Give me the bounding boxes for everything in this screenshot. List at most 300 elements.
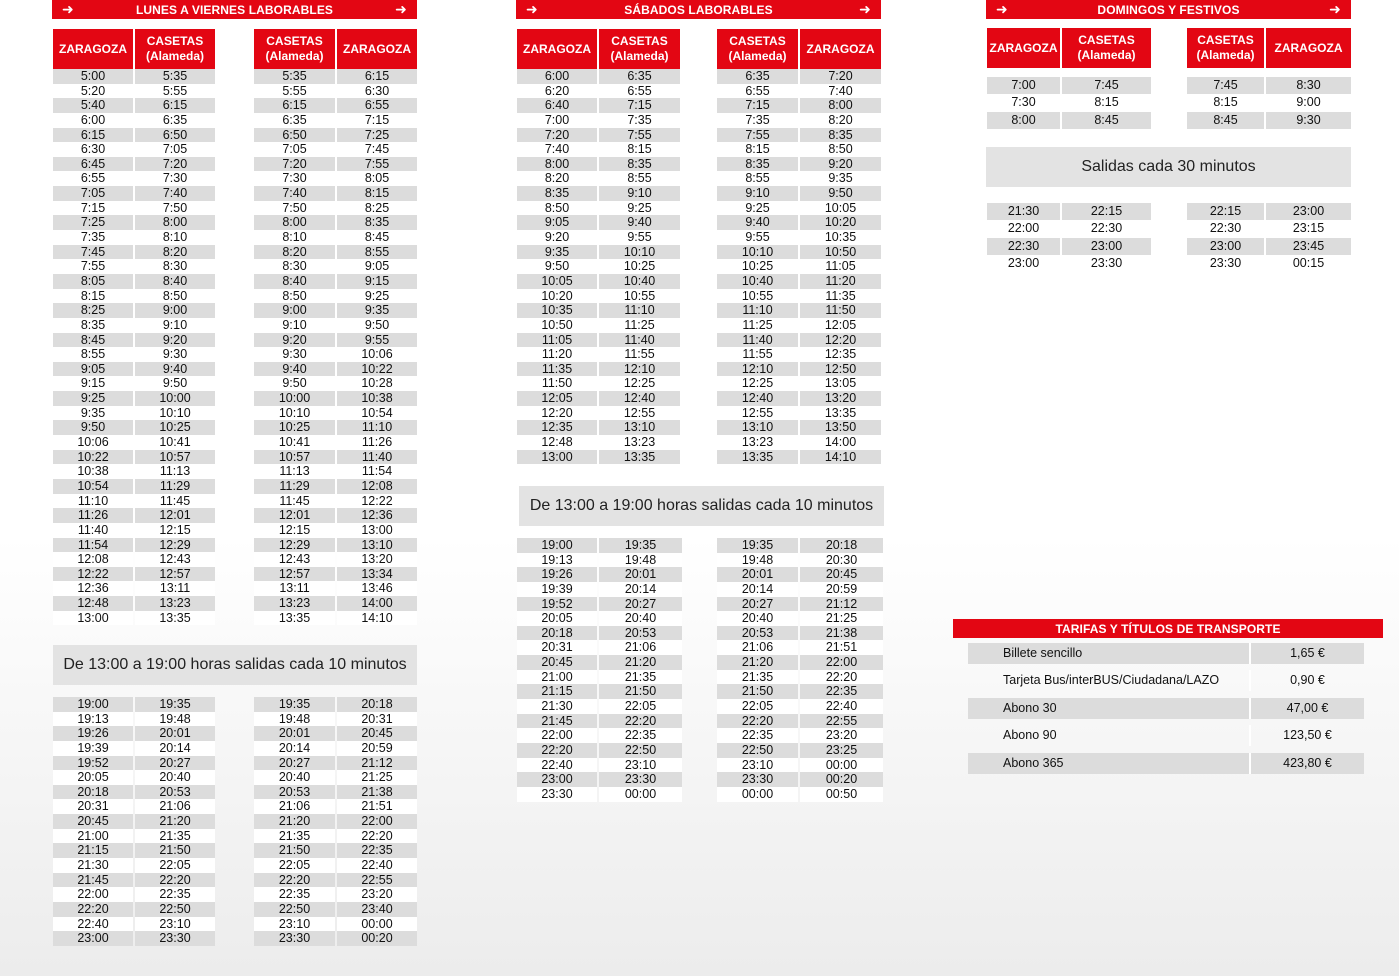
saturday-morning-col4 (800, 69, 881, 464)
time-cell: 5:35 (135, 69, 215, 84)
time-cell: 8:45 (1187, 112, 1264, 129)
time-cell: 23:15 (1266, 220, 1351, 237)
time-cell: 9:05 (517, 215, 597, 230)
time-cell: 11:45 (135, 494, 215, 509)
time-cell: 21:30 (517, 699, 597, 714)
time-cell: 9:15 (337, 274, 417, 289)
time-cell: 5:00 (53, 69, 133, 84)
time-cell: 21:50 (717, 684, 798, 699)
time-cell: 9:00 (254, 303, 335, 318)
time-cell: 12:25 (717, 376, 798, 391)
time-cell: 19:13 (53, 712, 133, 727)
time-cell: 8:10 (135, 230, 215, 245)
time-cell: 19:39 (517, 582, 597, 597)
time-cell: 7:40 (800, 84, 881, 99)
time-cell: 12:15 (135, 523, 215, 538)
weekday-evening-col2 (135, 697, 215, 946)
time-cell: 20:27 (254, 756, 335, 771)
time-cell: 21:06 (599, 640, 682, 655)
weekday-header-casetas-out (254, 29, 335, 69)
time-cell: 8:45 (53, 333, 133, 348)
time-cell: 22:15 (1187, 203, 1264, 220)
time-cell: 8:50 (517, 201, 597, 216)
time-cell: 22:35 (254, 887, 335, 902)
fare-name: Abono 30 (1003, 701, 1057, 715)
time-cell: 13:23 (717, 435, 798, 450)
time-cell: 19:52 (53, 756, 133, 771)
time-cell: 13:00 (337, 523, 417, 538)
time-cell: 7:50 (135, 201, 215, 216)
time-cell: 12:25 (599, 376, 680, 391)
time-cell: 10:10 (717, 245, 798, 260)
time-cell: 21:35 (135, 829, 215, 844)
time-cell: 10:25 (135, 420, 215, 435)
time-cell: 7:35 (53, 230, 133, 245)
fare-name: Abono 90 (1003, 728, 1057, 742)
time-cell: 11:20 (517, 347, 597, 362)
time-cell: 00:20 (337, 931, 417, 946)
saturday-notice (519, 486, 884, 526)
time-cell: 12:01 (135, 508, 215, 523)
time-cell: 6:35 (717, 69, 798, 84)
time-cell: 21:35 (717, 670, 798, 685)
time-cell: 22:00 (517, 728, 597, 743)
time-cell: 8:20 (517, 171, 597, 186)
time-cell: 21:51 (800, 640, 883, 655)
time-cell: 22:20 (135, 873, 215, 888)
time-cell: 8:00 (254, 215, 335, 230)
time-cell: 21:50 (599, 684, 682, 699)
time-cell: 23:20 (337, 887, 417, 902)
header-label: ZARAGOZA (523, 41, 591, 56)
time-cell: 5:55 (254, 84, 335, 99)
time-cell: 11:55 (717, 347, 798, 362)
time-cell: 10:10 (254, 406, 335, 421)
time-cell: 5:40 (53, 98, 133, 113)
time-cell: 10:28 (337, 376, 417, 391)
time-cell: 7:55 (717, 128, 798, 143)
time-cell: 7:20 (800, 69, 881, 84)
time-cell: 21:15 (517, 684, 597, 699)
time-cell: 9:40 (135, 362, 215, 377)
time-cell: 21:51 (337, 799, 417, 814)
time-cell: 22:50 (599, 743, 682, 758)
time-cell: 8:55 (717, 171, 798, 186)
time-cell: 11:25 (717, 318, 798, 333)
saturday-morning-col1 (517, 69, 597, 464)
time-cell: 22:55 (800, 714, 883, 729)
time-cell: 10:40 (717, 274, 798, 289)
time-cell: 00:50 (800, 787, 883, 802)
time-cell: 7:15 (717, 98, 798, 113)
time-cell: 9:25 (337, 289, 417, 304)
time-cell: 22:00 (800, 655, 883, 670)
saturday-morning-col3 (717, 69, 798, 464)
time-cell: 13:50 (800, 420, 881, 435)
time-cell: 12:48 (53, 596, 133, 611)
time-cell: 21:45 (53, 873, 133, 888)
time-cell: 11:13 (135, 464, 215, 479)
time-cell: 21:06 (717, 640, 798, 655)
fare-row (968, 698, 1364, 719)
time-cell: 8:50 (800, 142, 881, 157)
time-cell: 20:53 (254, 785, 335, 800)
saturday-header-casetas-in (599, 29, 680, 69)
time-cell: 8:00 (135, 215, 215, 230)
time-cell: 19:00 (517, 538, 597, 553)
saturday-evening-col1 (517, 538, 597, 802)
time-cell: 19:48 (717, 553, 798, 568)
time-cell: 20:59 (337, 741, 417, 756)
time-cell: 21:12 (337, 756, 417, 771)
time-cell: 20:40 (254, 770, 335, 785)
time-cell: 22:00 (337, 814, 417, 829)
header-label: CASETAS (Alameda) (610, 34, 669, 63)
arrow-right-icon: ➜ (859, 1, 871, 17)
fare-price: 47,00 € (1249, 698, 1364, 719)
time-cell: 6:55 (337, 98, 417, 113)
time-cell: 19:00 (53, 697, 133, 712)
time-cell: 8:55 (337, 245, 417, 260)
time-cell: 20:14 (135, 741, 215, 756)
time-cell: 6:35 (599, 69, 680, 84)
time-cell: 13:10 (337, 538, 417, 553)
time-cell: 20:01 (254, 726, 335, 741)
time-cell: 21:20 (254, 814, 335, 829)
time-cell: 22:30 (987, 238, 1060, 255)
time-cell: 10:05 (517, 274, 597, 289)
time-cell: 20:31 (53, 799, 133, 814)
time-cell: 20:40 (599, 611, 682, 626)
time-cell: 13:35 (254, 611, 335, 626)
time-cell: 10:55 (599, 289, 680, 304)
time-cell: 12:08 (53, 552, 133, 567)
time-cell: 11:05 (517, 333, 597, 348)
time-cell: 10:55 (717, 289, 798, 304)
time-cell: 12:55 (599, 406, 680, 421)
fare-row (968, 643, 1364, 664)
time-cell: 21:20 (717, 655, 798, 670)
time-cell: 12:36 (53, 581, 133, 596)
arrow-right-icon: ➜ (62, 1, 74, 17)
arrow-right-icon: ➜ (395, 1, 407, 17)
sunday-evening-col1 (987, 203, 1060, 272)
time-cell: 8:50 (254, 289, 335, 304)
time-cell: 22:20 (717, 714, 798, 729)
time-cell: 20:30 (800, 553, 883, 568)
time-cell: 11:05 (800, 259, 881, 274)
time-cell: 11:29 (135, 479, 215, 494)
time-cell: 9:20 (254, 333, 335, 348)
time-cell: 8:35 (53, 318, 133, 333)
time-cell: 7:05 (135, 142, 215, 157)
time-cell: 10:41 (135, 435, 215, 450)
header-label: ZARAGOZA (59, 41, 127, 56)
weekday-evening-col3 (254, 697, 335, 946)
header-label: ZARAGOZA (806, 41, 875, 56)
time-cell: 11:25 (599, 318, 680, 333)
time-cell: 19:35 (254, 697, 335, 712)
time-cell: 00:00 (717, 787, 798, 802)
time-cell: 9:20 (800, 157, 881, 172)
time-cell: 10:06 (337, 347, 417, 362)
time-cell: 8:20 (254, 245, 335, 260)
time-cell: 14:10 (337, 611, 417, 626)
sunday-evening-col3 (1187, 203, 1264, 272)
time-cell: 20:45 (800, 567, 883, 582)
time-cell: 12:43 (254, 552, 335, 567)
time-cell: 10:25 (717, 259, 798, 274)
time-cell: 6:45 (53, 157, 133, 172)
time-cell: 8:35 (599, 157, 680, 172)
time-cell: 8:30 (135, 259, 215, 274)
time-cell: 7:45 (1187, 77, 1264, 94)
arrow-right-icon: ➜ (526, 1, 538, 17)
time-cell: 13:11 (135, 581, 215, 596)
time-cell: 10:40 (599, 274, 680, 289)
time-cell: 12:29 (135, 538, 215, 553)
time-cell: 22:35 (599, 728, 682, 743)
time-cell: 12:36 (337, 508, 417, 523)
time-cell: 7:25 (53, 215, 133, 230)
time-cell: 20:14 (599, 582, 682, 597)
time-cell: 8:15 (337, 186, 417, 201)
time-cell: 12:40 (717, 391, 798, 406)
time-cell: 13:20 (800, 391, 881, 406)
time-cell: 23:10 (599, 758, 682, 773)
time-cell: 11:10 (53, 494, 133, 509)
time-cell: 10:22 (53, 450, 133, 465)
fare-name: Billete sencillo (1003, 646, 1083, 660)
fare-price: 423,80 € (1249, 753, 1364, 774)
time-cell: 22:20 (800, 670, 883, 685)
sunday-morning-col2 (1062, 77, 1151, 129)
time-cell: 22:00 (53, 887, 133, 902)
time-cell: 10:50 (800, 245, 881, 260)
time-cell: 9:40 (254, 362, 335, 377)
time-cell: 9:40 (599, 215, 680, 230)
time-cell: 20:18 (53, 785, 133, 800)
time-cell: 12:08 (337, 479, 417, 494)
time-cell: 5:35 (254, 69, 335, 84)
time-cell: 20:01 (717, 567, 798, 582)
time-cell: 7:15 (53, 201, 133, 216)
weekday-morning-col3 (254, 69, 335, 625)
time-cell: 00:00 (800, 758, 883, 773)
time-cell: 21:06 (135, 799, 215, 814)
time-cell: 20:27 (135, 756, 215, 771)
time-cell: 23:30 (517, 787, 597, 802)
time-cell: 9:20 (135, 333, 215, 348)
time-cell: 21:50 (254, 843, 335, 858)
time-cell: 12:35 (517, 420, 597, 435)
time-cell: 21:35 (254, 829, 335, 844)
time-cell: 7:20 (254, 157, 335, 172)
time-cell: 20:14 (717, 582, 798, 597)
time-cell: 19:35 (135, 697, 215, 712)
header-label: ZARAGOZA (343, 41, 411, 56)
time-cell: 22:20 (517, 743, 597, 758)
time-cell: 22:40 (53, 917, 133, 932)
time-cell: 7:05 (254, 142, 335, 157)
weekday-notice-text: De 13:00 a 19:00 horas salidas cada 10 minutos (63, 656, 407, 673)
time-cell: 23:30 (1062, 255, 1151, 272)
time-cell: 9:55 (337, 333, 417, 348)
saturday-morning-col2 (599, 69, 680, 464)
fare-row (968, 670, 1364, 691)
time-cell: 22:30 (1187, 220, 1264, 237)
time-cell: 20:53 (135, 785, 215, 800)
time-cell: 12:50 (800, 362, 881, 377)
time-cell: 20:40 (717, 611, 798, 626)
time-cell: 10:41 (254, 435, 335, 450)
time-cell: 20:27 (599, 597, 682, 612)
time-cell: 6:30 (53, 142, 133, 157)
time-cell: 13:23 (254, 596, 335, 611)
time-cell: 8:35 (337, 215, 417, 230)
fare-price: 0,90 € (1249, 670, 1364, 691)
sunday-notice-text: Salidas cada 30 minutos (1081, 158, 1256, 175)
saturday-evening-col2 (599, 538, 682, 802)
time-cell: 8:10 (254, 230, 335, 245)
time-cell: 9:15 (53, 376, 133, 391)
weekday-notice (53, 645, 417, 685)
time-cell: 8:45 (1062, 112, 1151, 129)
time-cell: 7:55 (337, 157, 417, 172)
time-cell: 21:00 (517, 670, 597, 685)
saturday-evening-col3 (717, 538, 798, 802)
time-cell: 9:10 (135, 318, 215, 333)
time-cell: 7:25 (337, 128, 417, 143)
fare-price: 123,50 € (1249, 725, 1364, 746)
weekday-header-casetas-in (135, 29, 215, 69)
time-cell: 8:35 (717, 157, 798, 172)
time-cell: 8:00 (987, 112, 1060, 129)
time-cell: 12:22 (53, 567, 133, 582)
time-cell: 8:05 (337, 171, 417, 186)
time-cell: 20:18 (337, 697, 417, 712)
time-cell: 23:30 (135, 931, 215, 946)
time-cell: 20:45 (337, 726, 417, 741)
time-cell: 10:57 (135, 450, 215, 465)
sunday-header-zaragoza-in (1266, 28, 1351, 68)
time-cell: 7:45 (337, 142, 417, 157)
time-cell: 8:30 (254, 259, 335, 274)
time-cell: 23:00 (517, 772, 597, 787)
time-cell: 11:35 (517, 362, 597, 377)
time-cell: 8:15 (1062, 94, 1151, 111)
time-cell: 7:40 (517, 142, 597, 157)
time-cell: 23:00 (53, 931, 133, 946)
time-cell: 12:10 (599, 362, 680, 377)
time-cell: 8:20 (135, 245, 215, 260)
time-cell: 7:00 (517, 113, 597, 128)
time-cell: 22:50 (717, 743, 798, 758)
time-cell: 21:20 (599, 655, 682, 670)
time-cell: 21:38 (800, 626, 883, 641)
time-cell: 8:30 (1266, 77, 1351, 94)
header-label: CASETAS (Alameda) (265, 34, 324, 63)
time-cell: 12:01 (254, 508, 335, 523)
time-cell: 8:50 (135, 289, 215, 304)
time-cell: 20:05 (53, 770, 133, 785)
time-cell: 22:20 (337, 829, 417, 844)
time-cell: 20:27 (717, 597, 798, 612)
time-cell: 21:30 (987, 203, 1060, 220)
time-cell: 6:15 (337, 69, 417, 84)
time-cell: 23:25 (800, 743, 883, 758)
time-cell: 00:20 (800, 772, 883, 787)
time-cell: 22:40 (337, 858, 417, 873)
weekday-banner (52, 0, 417, 19)
time-cell: 21:20 (135, 814, 215, 829)
time-cell: 13:23 (135, 596, 215, 611)
time-cell: 11:13 (254, 464, 335, 479)
time-cell: 6:50 (135, 128, 215, 143)
time-cell: 13:35 (599, 450, 680, 465)
time-cell: 7:30 (254, 171, 335, 186)
time-cell: 9:50 (254, 376, 335, 391)
time-cell: 11:35 (800, 289, 881, 304)
fare-row (968, 725, 1364, 746)
time-cell: 13:11 (254, 581, 335, 596)
time-cell: 8:25 (53, 303, 133, 318)
time-cell: 12:29 (254, 538, 335, 553)
time-cell: 9:25 (599, 201, 680, 216)
time-cell: 22:20 (53, 902, 133, 917)
saturday-header-zaragoza-in (800, 29, 881, 69)
time-cell: 22:40 (517, 758, 597, 773)
time-cell: 14:10 (800, 450, 881, 465)
time-cell: 22:05 (254, 858, 335, 873)
fare-name: Abono 365 (1003, 756, 1064, 770)
time-cell: 11:26 (53, 508, 133, 523)
time-cell: 19:39 (53, 741, 133, 756)
time-cell: 20:59 (800, 582, 883, 597)
time-cell: 9:20 (517, 230, 597, 245)
time-cell: 13:10 (599, 420, 680, 435)
sunday-banner (986, 0, 1351, 19)
time-cell: 9:00 (135, 303, 215, 318)
time-cell: 11:10 (337, 420, 417, 435)
time-cell: 23:10 (135, 917, 215, 932)
time-cell: 19:48 (254, 712, 335, 727)
time-cell: 23:30 (1187, 255, 1264, 272)
time-cell: 12:20 (517, 406, 597, 421)
time-cell: 8:35 (800, 128, 881, 143)
sunday-morning-col3 (1187, 77, 1264, 129)
time-cell: 12:05 (517, 391, 597, 406)
time-cell: 7:05 (53, 186, 133, 201)
time-cell: 12:15 (254, 523, 335, 538)
time-cell: 22:05 (599, 699, 682, 714)
fares-banner (953, 619, 1383, 638)
time-cell: 23:00 (1062, 238, 1151, 255)
time-cell: 9:50 (517, 259, 597, 274)
time-cell: 9:30 (254, 347, 335, 362)
time-cell: 13:35 (800, 406, 881, 421)
time-cell: 12:43 (135, 552, 215, 567)
sunday-header-zaragoza-out (987, 28, 1060, 68)
fare-row (968, 753, 1364, 774)
time-cell: 7:30 (135, 171, 215, 186)
time-cell: 12:10 (717, 362, 798, 377)
time-cell: 8:15 (53, 289, 133, 304)
time-cell: 19:13 (517, 553, 597, 568)
time-cell: 6:40 (517, 98, 597, 113)
time-cell: 20:18 (800, 538, 883, 553)
time-cell: 10:00 (135, 391, 215, 406)
